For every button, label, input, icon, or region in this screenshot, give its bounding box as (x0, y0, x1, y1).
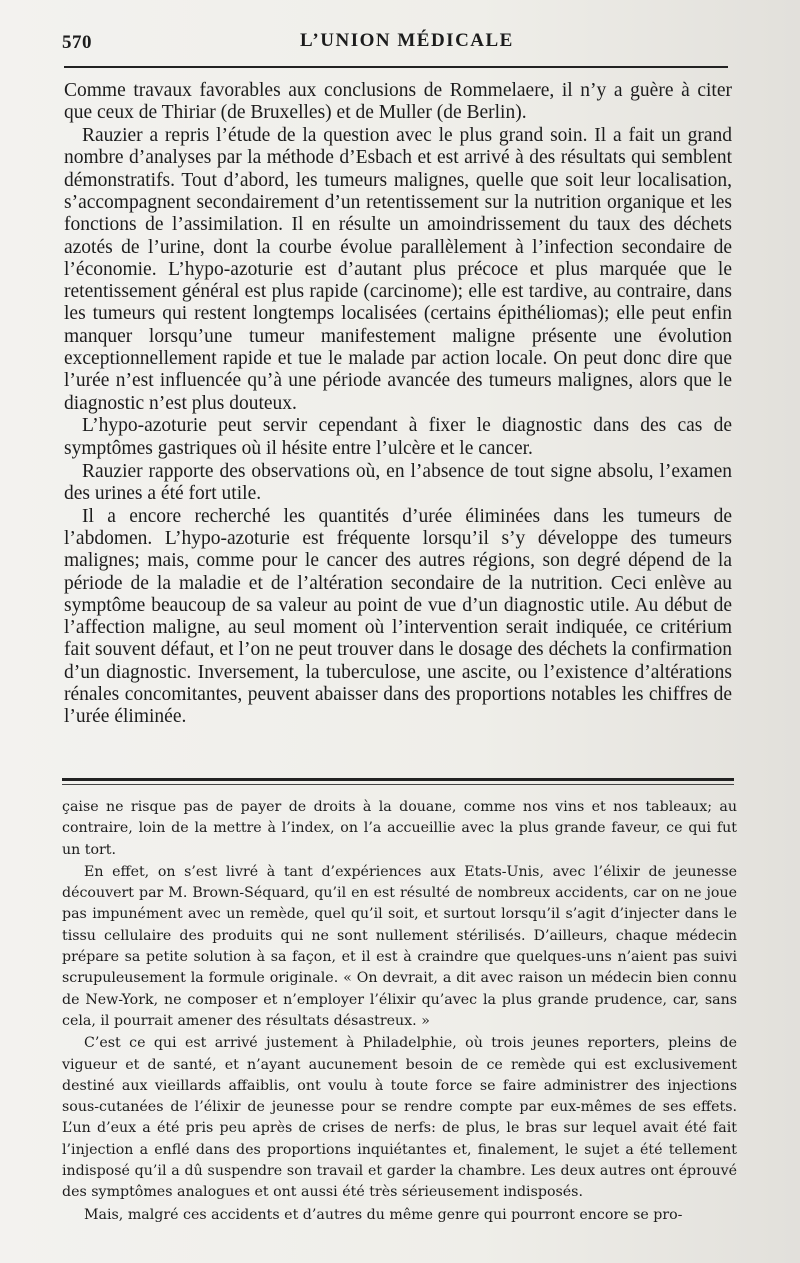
running-title: L’UNION MÉDICALE (300, 30, 514, 51)
feuilleton-paragraph: C’est ce qui est arrivé justement à Philadelphie, où trois jeunes reporters, pleins de vigueur et de santé, et n’ayant aucunement besoin de ce remède qui est exclusivement destiné aux vieillards affaiblis, ont voulu à toute force se faire administrer des injections sous-cutanées de l’élixir de jeunesse pour se rendre compte par eux-mêmes de ses effets. L’un d’eux a été pris peu après de crises de nerfs: de plus, le bras sur lequel avait été fait l’injection a enflé dans des proportions inquiétantes et, finalement, le sujet a été tellement indisposé qu’il a dû suspendre son travail et garder la chambre. Les deux autres ont éprouvé des symptômes analogues et ont aussi été très sérieusement indisposés. (62, 1035, 737, 1201)
main-paragraph: L’hypo-azoturie peut servir cependant à fixer le diagnostic dans des cas de symptômes gastriques où il hésite entre l’ulcère et le cancer. (64, 415, 732, 459)
feuilleton-paragraph: Mais, malgré ces accidents et d’autres du même genre qui pourront encore se pro- (84, 1206, 683, 1223)
section-separator-thick (62, 778, 734, 781)
main-paragraph: Rauzier rapporte des observations où, en l’absence de tout signe absolu, l’examen des urines a été fort utile. (64, 460, 732, 504)
main-paragraph: Rauzier a repris l’étude de la question avec le plus grand soin. Il a fait un grand nombre d’analyses par la méthode d’Esbach et est arrivé à des résultats qui semblent démonstratifs. Tout d’abord, les tumeurs malignes, quelle que soit leur localisation, s’accompagnent secondairement d’un retentissement sur la nutrition organique et les fonctions de l’assimilation. Il en résulte un amoindrissement du taux des déchets azotés de l’urine, dont la courbe évolue parallèlement à l’infection secondaire de l’économie. L’hypo-azoturie est d’autant plus précoce et plus marquée que le retentissement général est plus rapide (carcinome); elle est tardive, au contraire, dans les tumeurs qui restent longtemps localisées (certains épithéliomas); elle peut enfin manquer lorsqu’une tumeur manifestement maligne présente une évolution exceptionnellement rapide et tue le malade par action locale. On peut donc dire que l’urée n’est influencée qu’à une période avancée des tumeurs malignes, alors que le diagnostic n’est plus douteux. (64, 125, 732, 414)
main-text-body (64, 80, 732, 729)
main-paragraph: Comme travaux favorables aux conclusions de Rommelaere, il n’y a guère à citer que ceux de Thiriar (de Bruxelles) et de Muller (de Berlin). (64, 80, 732, 124)
feuilleton-paragraph: En effet, on s’est livré à tant d’expériences aux Etats-Unis, avec l’élixir de jeunesse découvert par M. Brown-Séquard, qu’il en est résulté de nombreux accidents, car on ne joue pas impunément avec un remède, quel qu’il soit, et surtout lorsqu’il s’agit d’injecter dans le tissu cellulaire des produits qui ne sont nullement stérilisés. D’ailleurs, chaque médecin prépare sa petite solution à sa façon, et il est à craindre que quelques-uns n’aient pas suivi scrupuleusement la formule originale. « On devrait, a dit avec raison un médecin bien connu de New-York, ne composer et n’employer l’élixir qu’avec la plus grande prudence, car, sans cela, il pourrait amener des résultats désastreux. » (62, 863, 737, 1029)
main-paragraph: Il a encore recherché les quantités d’urée éliminées dans les tumeurs de l’abdomen. L’hypo-azoturie est fréquente lorsqu’il s’y développe des tumeurs malignes; mais, comme pour le cancer des autres régions, son degré dépend de la période de la maladie et de l’altération secondaire de la nutrition. Ceci enlève au symptôme beaucoup de sa valeur au point de vue d’un diagnostic utile. Au début de l’affection maligne, au seul moment où l’intervention serait indiquée, ce critérium fait souvent défaut, et l’on ne peut trouver dans le dosage des déchets la confirmation d’un diagnostic. Inversement, la tuberculose, une ascite, ou l’existence d’altérations rénales concomitantes, peuvent abaisser dans des proportions notables les chiffres de l’urée éliminée. (64, 505, 732, 728)
section-separator-thin (62, 784, 734, 785)
page-number: 570 (62, 32, 92, 53)
header-rule (64, 66, 728, 68)
page-header (62, 30, 727, 58)
feuilleton-paragraph: çaise ne risque pas de payer de droits à la douane, comme nos vins et nos tableaux; au contraire, loin de la mettre à l’index, on l’a accueillie avec la plus grande faveur, ce qui fut un tort. (62, 799, 737, 858)
feuilleton-text (62, 797, 737, 1227)
